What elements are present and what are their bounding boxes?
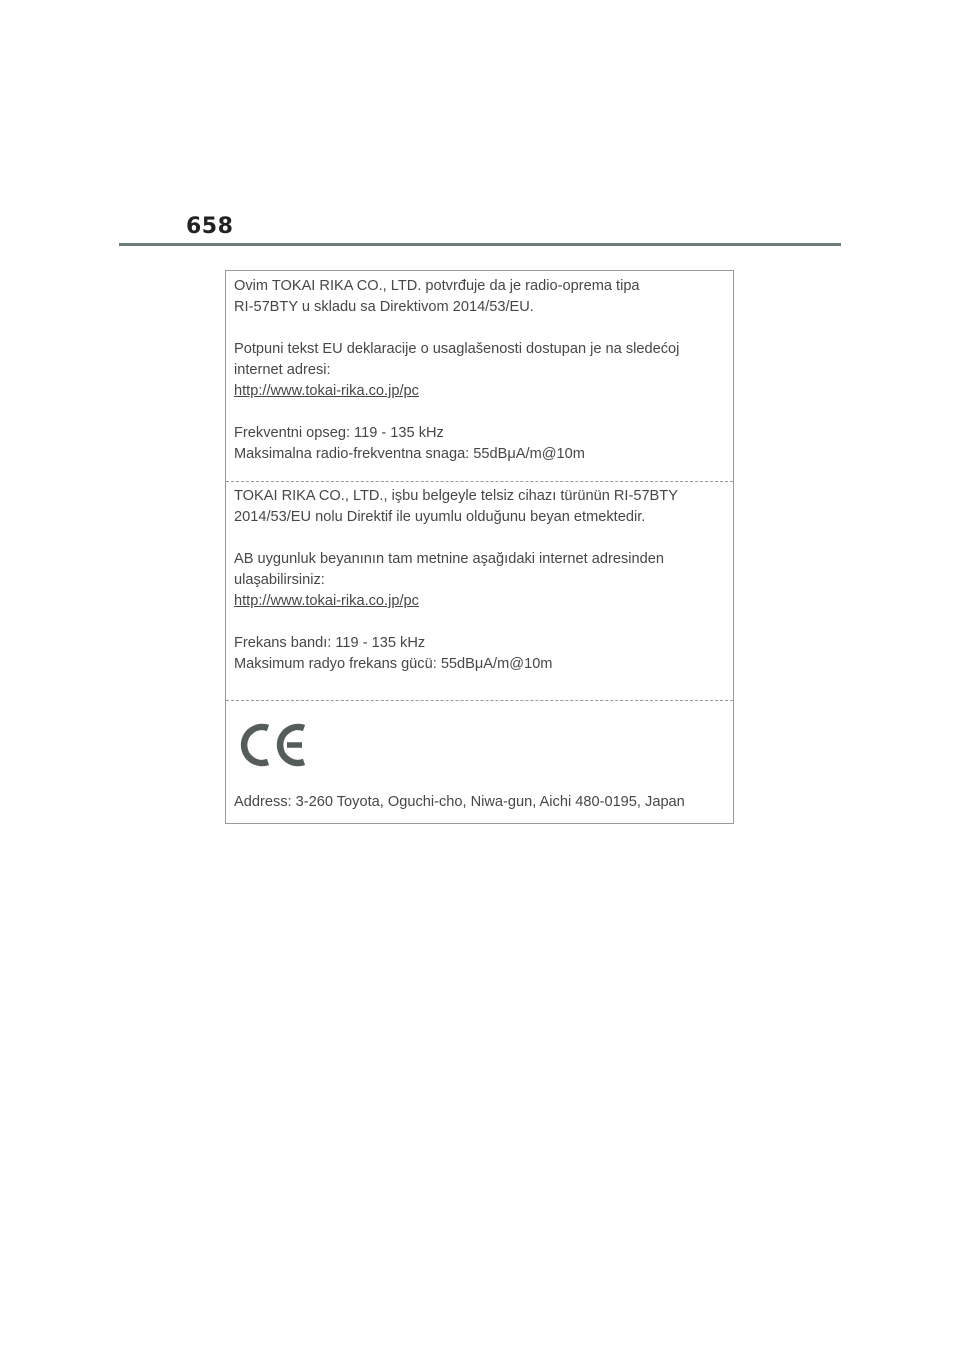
serbian-declaration-line-2: RI-57BTY u skladu sa Direktivom 2014/53/EU. [234, 299, 534, 315]
ce-mark-icon [240, 719, 310, 771]
manufacturer-address: Address: 3-260 Toyota, Oguchi-cho, Niwa-gun, Aichi 480-0195, Japan [234, 794, 685, 810]
serbian-url-link[interactable]: http://www.tokai-rika.co.jp/pc [234, 383, 419, 399]
serbian-full-text-line-1: Potpuni tekst EU deklaracije o usaglašenosti dostupan je na sledećoj [234, 341, 680, 357]
page-number: 658 [186, 214, 234, 239]
regulatory-notice-box [225, 270, 734, 824]
serbian-frequency-band: Frekventni opseg: 119 - 135 kHz [234, 425, 444, 441]
turkish-frequency-band: Frekans bandı: 119 - 135 kHz [234, 635, 426, 651]
header-rule [119, 243, 841, 246]
turkish-declaration-line-1: TOKAI RIKA CO., LTD., işbu belgeyle telsiz cihazı türünün RI-57BTY [234, 488, 678, 504]
serbian-full-text-line-2: internet adresi: [234, 362, 331, 378]
turkish-declaration-line-2: 2014/53/EU nolu Direktif ile uyumlu olduğunu beyan etmektedir. [234, 509, 646, 525]
turkish-full-text-line-2: ulaşabilirsiniz: [234, 572, 325, 588]
manufacturer-section [226, 700, 733, 823]
turkish-declaration-section [226, 481, 733, 700]
serbian-max-power: Maksimalna radio-frekventna snaga: 55dBμA/m@10m [234, 446, 585, 462]
turkish-url-link[interactable]: http://www.tokai-rika.co.jp/pc [234, 593, 419, 609]
serbian-declaration-section [226, 271, 733, 481]
serbian-declaration-line-1: Ovim TOKAI RIKA CO., LTD. potvrđuje da je radio-oprema tipa [234, 278, 640, 294]
turkish-max-power: Maksimum radyo frekans gücü: 55dBμA/m@10m [234, 656, 553, 672]
turkish-full-text-line-1: AB uygunluk beyanının tam metnine aşağıdaki internet adresinden [234, 551, 664, 567]
